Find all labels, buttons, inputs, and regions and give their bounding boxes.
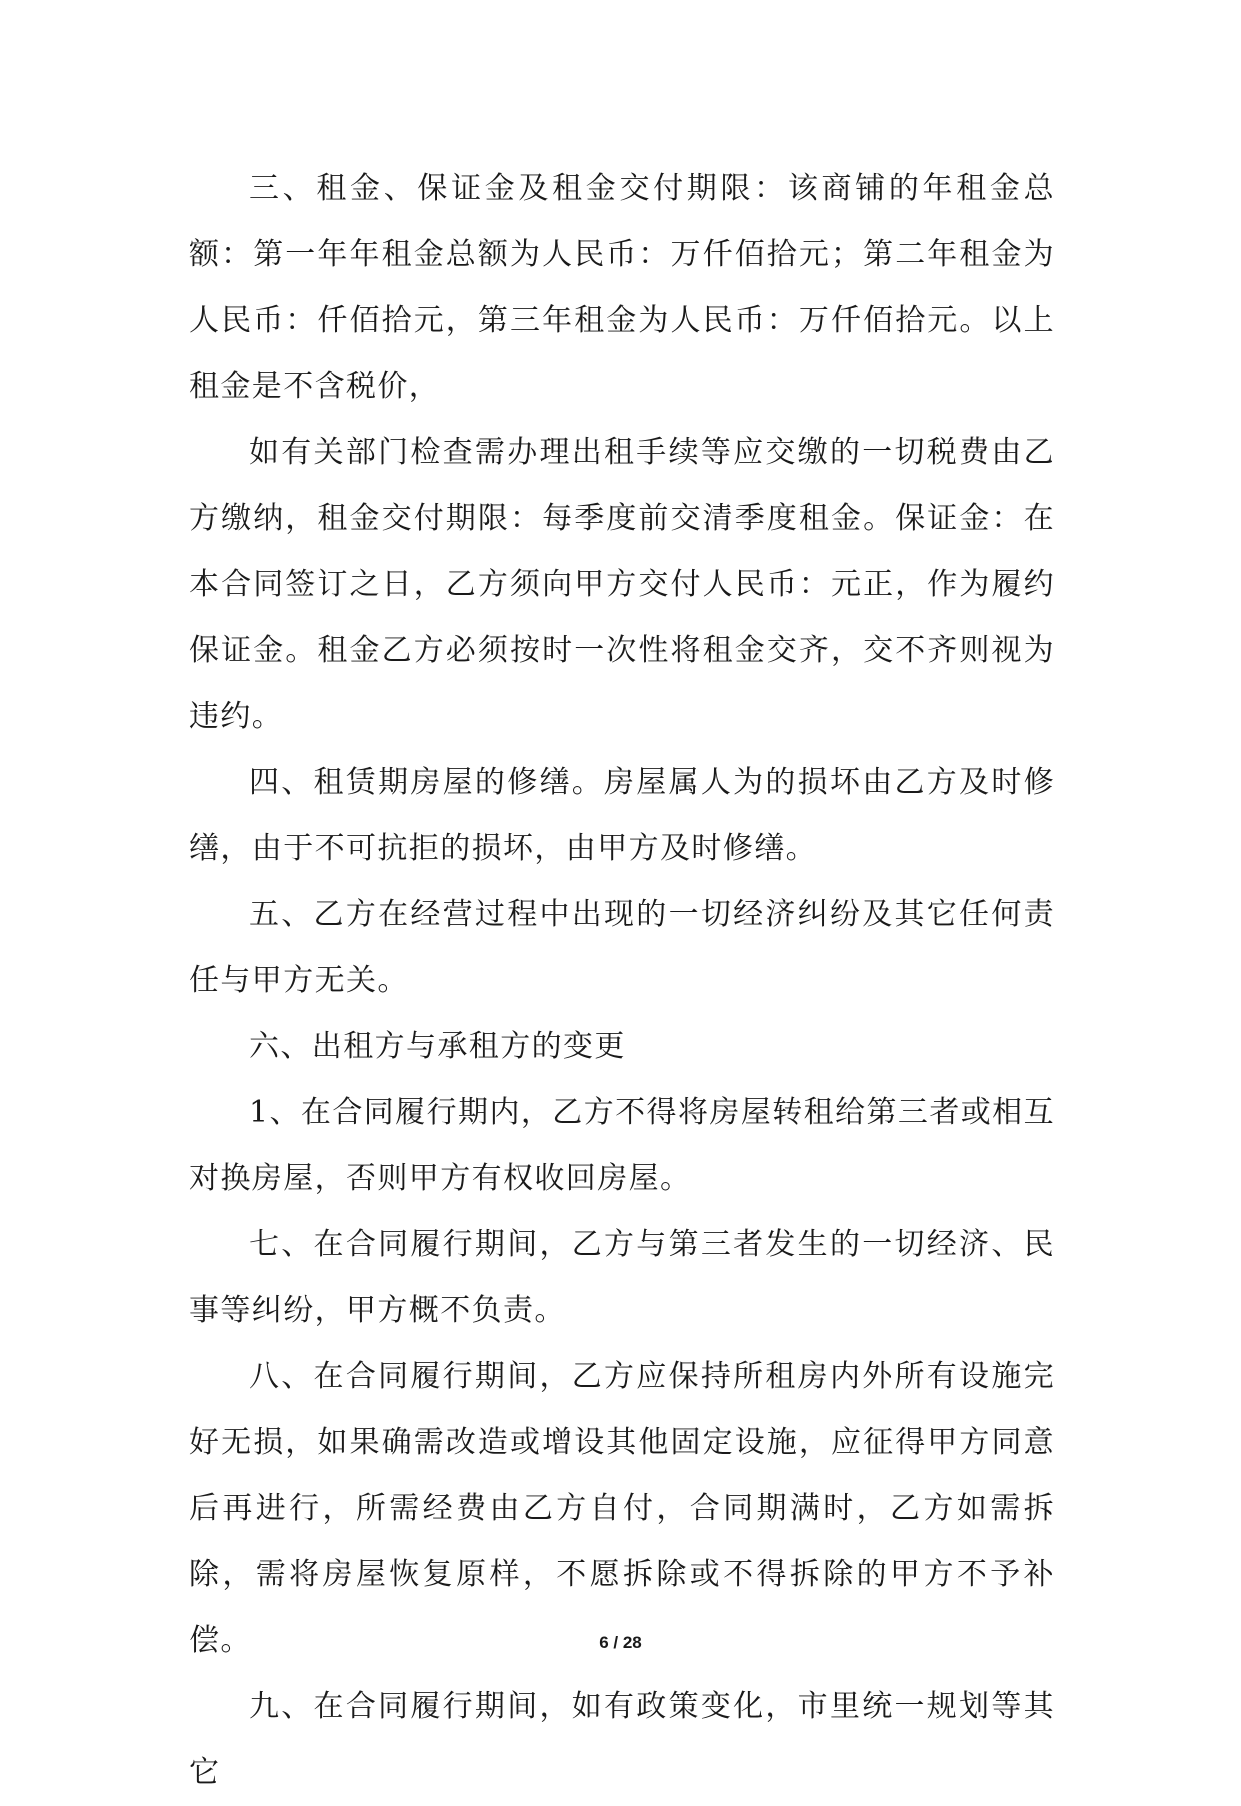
paragraph-third-party: 七、在合同履行期间，乙方与第三者发生的一切经济、民事等纠纷，甲方概不负责。 [189,1227,1055,1328]
paragraph-facilities: 八、在合同履行期间，乙方应保持所租房内外所有设施完好无损，如果确需改造或增设其他固定设施，应征得甲方同意后再进行，所需经费由乙方自付，合同期满时，乙方如需拆除，需将房屋恢复原样，不愿拆除或不得拆除的甲方不予补偿。 [189,1359,1055,1658]
paragraph-policy-change: 九、在合同履行期间，如有政策变化，市里统一规划等其它 [189,1689,1055,1790]
paragraph-party-changes: 六、出租方与承租方的变更 [249,1029,626,1064]
paragraph-taxes-payment: 如有关部门检查需办理出租手续等应交缴的一切税费由乙方缴纳，租金交付期限：每季度前交清季度租金。保证金：在本合同签订之日，乙方须向甲方交付人民币：元正，作为履约保证金。租金乙方必须按时一次性将租金交齐，交不齐则视为违约。 [189,435,1055,734]
paragraph-rent-deposit: 三、租金、保证金及租金交付期限：该商铺的年租金总额：第一年年租金总额为人民币：万仟佰拾元；第二年租金为人民币：仟佰拾元，第三年租金为人民币：万仟佰拾元。以上租金是不含税价， [189,171,1055,404]
document-body [189,156,1055,1806]
paragraph-disputes-liability: 五、乙方在经营过程中出现的一切经济纠纷及其它任何责任与甲方无关。 [189,897,1055,998]
paragraph-sublease: 1、在合同履行期内，乙方不得将房屋转租给第三者或相互对换房屋，否则甲方有权收回房屋。 [189,1095,1055,1196]
page-number: 6 / 28 [599,1633,642,1652]
paragraph-repairs: 四、租赁期房屋的修缮。房屋属人为的损坏由乙方及时修缮，由于不可抗拒的损坏，由甲方及时修缮。 [189,765,1055,866]
